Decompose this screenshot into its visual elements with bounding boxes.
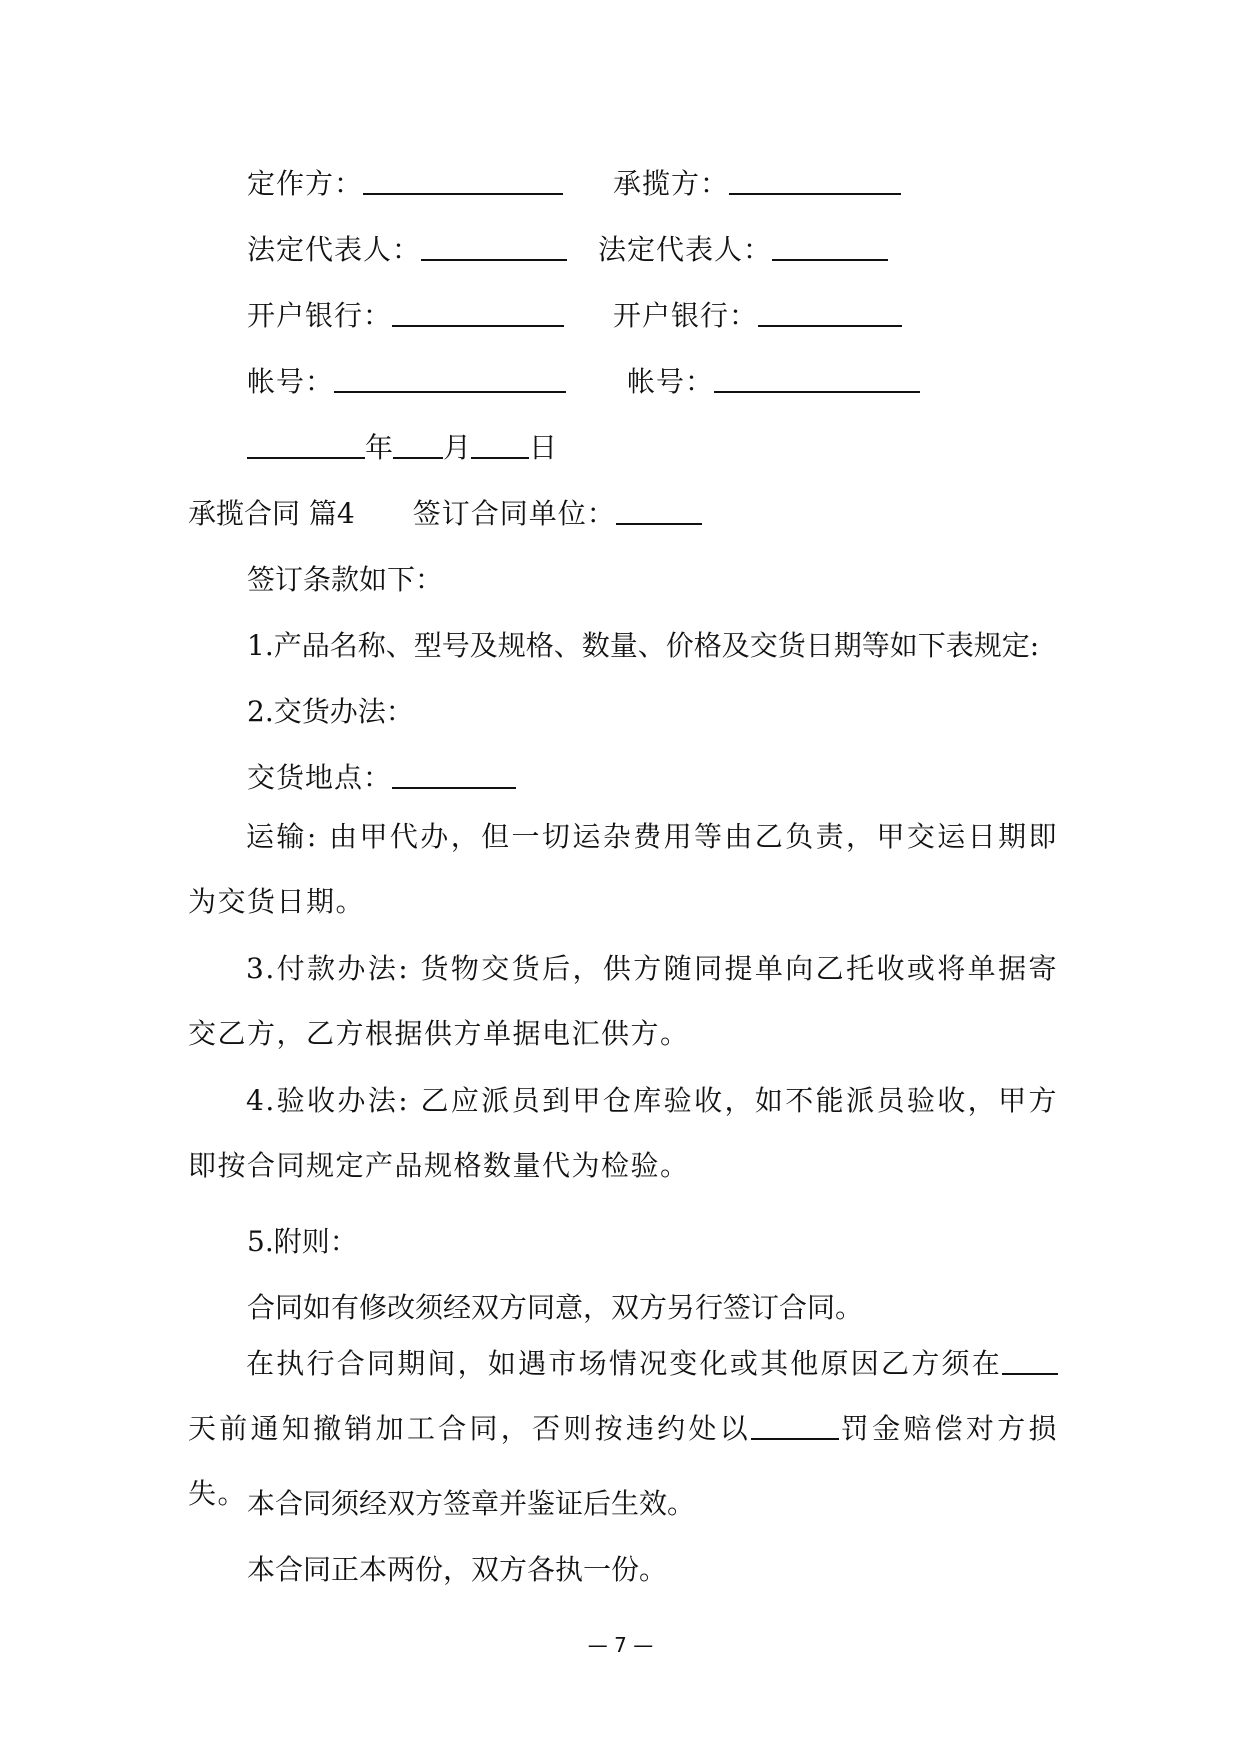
signing-unit-label: 签订合同单位： <box>412 497 616 530</box>
delivery-place-label: 交货地点： <box>247 761 393 794</box>
bank-right-blank[interactable] <box>758 297 902 327</box>
account-right-blank[interactable] <box>714 363 920 393</box>
transport-paragraph: 运输: 由甲代办，但一切运杂费用等由乙负责，甲交运日期即为交货日期。 <box>188 820 1058 918</box>
account-right-label: 帐号： <box>627 365 715 398</box>
clause-2-part-c: 罚金赔偿对方损失。 <box>188 1412 1058 1510</box>
page-number: — 7 — <box>587 1633 654 1657</box>
section-heading <box>188 494 702 534</box>
orderer-blank[interactable] <box>363 165 563 195</box>
signature-row-4 <box>247 362 566 402</box>
account-left-label: 帐号： <box>247 365 335 398</box>
legal-rep-left-blank[interactable] <box>421 231 567 261</box>
legal-rep-right-row <box>598 230 888 270</box>
contractor-row-1 <box>613 164 901 204</box>
account-right-row <box>627 362 920 402</box>
legal-rep-right-label: 法定代表人： <box>598 233 773 266</box>
clause-1: 合同如有修改须经双方同意，双方另行签订合同。 <box>247 1291 864 1324</box>
penalty-blank[interactable] <box>751 1410 839 1440</box>
contractor-blank[interactable] <box>729 165 901 195</box>
bank-left-label: 开户银行： <box>247 299 393 332</box>
day-label: 日 <box>529 431 558 464</box>
item-2: 2.交货办法： <box>247 695 414 728</box>
item-5: 5.附则： <box>247 1225 358 1258</box>
signature-row-3 <box>247 296 564 336</box>
year-label: 年 <box>365 431 394 464</box>
item-3: 3.付款办法: 货物交货后，供方随同提单向乙托收或将单据寄交乙方，乙方根据供方单据电汇供方。 <box>188 952 1058 1050</box>
month-blank[interactable] <box>393 429 443 459</box>
legal-rep-right-blank[interactable] <box>772 231 888 261</box>
clause-3: 本合同须经双方签章并鉴证后生效。 <box>247 1487 696 1520</box>
item-4: 4.验收办法: 乙应派员到甲仓库验收，如不能派员验收，甲方即按合同规定产品规格数量代为检验。 <box>188 1084 1058 1182</box>
account-left-blank[interactable] <box>334 363 566 393</box>
bank-right-row <box>613 296 902 336</box>
item-1: 1.产品名称、型号及规格、数量、价格及交货日期等如下表规定: <box>247 629 1040 662</box>
clause-2-part-a: 在执行合同期间，如遇市场情况变化或其他原因乙方须在 <box>246 1347 1002 1380</box>
notice-days-blank[interactable] <box>1002 1345 1058 1375</box>
clause-4: 本合同正本两份，双方各执一份。 <box>247 1553 668 1586</box>
signature-row-1 <box>247 164 563 204</box>
terms-intro: 签订条款如下： <box>247 563 444 596</box>
bank-left-blank[interactable] <box>392 297 564 327</box>
year-blank[interactable] <box>247 429 365 459</box>
legal-rep-left-label: 法定代表人： <box>247 233 422 266</box>
clause-2-part-b: 天前通知撤销加工合同，否则按违约处以 <box>188 1412 752 1445</box>
month-label: 月 <box>443 431 472 464</box>
delivery-place-row <box>247 758 516 798</box>
contractor-label: 承揽方： <box>613 167 730 200</box>
orderer-label: 定作方： <box>247 167 364 200</box>
date-row <box>247 428 557 468</box>
day-blank[interactable] <box>471 429 529 459</box>
section-title: 承揽合同 篇4 <box>188 497 355 530</box>
delivery-place-blank[interactable] <box>392 759 516 789</box>
signing-unit-blank[interactable] <box>616 495 702 525</box>
signature-row-2 <box>247 230 567 270</box>
bank-right-label: 开户银行： <box>613 299 759 332</box>
